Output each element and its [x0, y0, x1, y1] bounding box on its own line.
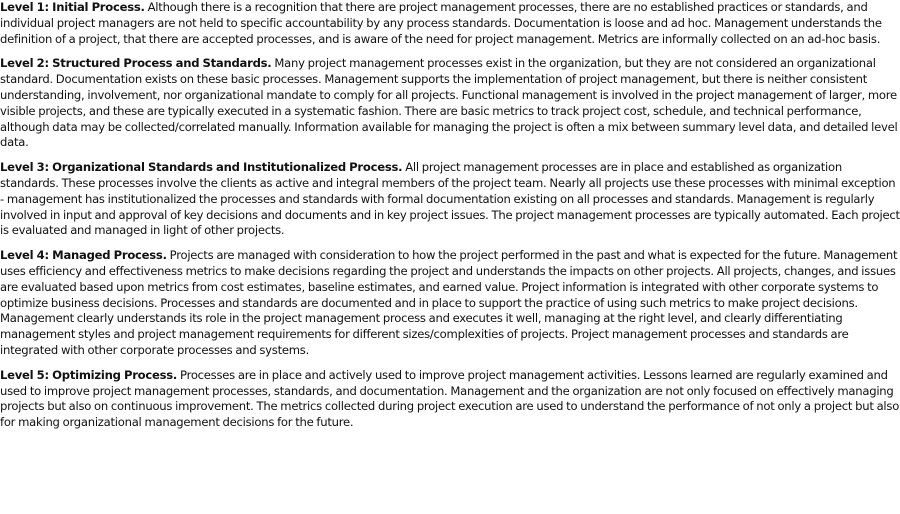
level-1-paragraph — [0, 0, 900, 47]
level-5-heading: Level 5: Optimizing Process. — [0, 367, 178, 382]
level-3-heading: Level 3: Organizational Standards and Institutionalized Process. — [0, 160, 403, 175]
level-2-paragraph — [0, 56, 900, 151]
level-5-body: Processes are in place and actively used to improve project management activities. Lessons learned are regularly examined and used to improve project management processes, standards, and documentation. Management and the organization are not only focused on effectively managing projects but also on continuous improvement. The metrics collected during project execution are used to understand the performance of not only a project but also for making organizational management decisions for the future. — [0, 367, 900, 430]
level-4-body: Projects are managed with consideration to how the project performed in the past and what is expected for the future. Management uses efficiency and effectiveness metrics to make decisions regarding the project and understands the impacts on other projects. All projects, changes, and issues are evaluated based upon metrics from cost estimates, baseline estimates, and earned value. Project information is integrated with other corporate systems to optimize business decisions. Processes and standards are documented and in place to support the practice of using such metrics to make project decisions. Management clearly understands its role in the project management process and executes it well, managing at the right level, and clearly differentiating management styles and project management requirements for different sizes/complexities of projects. Project management processes and standards are integrated with other corporate processes and systems. — [0, 248, 898, 357]
level-4-paragraph — [0, 248, 900, 359]
level-4-heading: Level 4: Managed Process. — [0, 248, 167, 263]
level-2-body: Many project management processes exist in the organization, but they are not considered an organizational standard. Documentation exists on these basic processes. Management supports the implementation of project management, but there is neither consistent understanding, involvement, nor organizational mandate to comply for all projects. Functional management is involved in the project management of larger, more visible projects, and these are typically executed in a systematic fashion. There are basic metrics to track project cost, schedule, and technical performance, although data may be collected/correlated manually. Information available for managing the project is often a mix between summary level data, and detailed level data. — [0, 56, 898, 150]
level-3-body: All project management processes are in place and established as organization standards. These processes involve the clients as active and integral members of the project team. Nearly all projects use these processes with minimal exception - management has institutionalized the processes and standards with formal documentation existing on all processes and standards. Management is regularly involved in input and approval of key decisions and documents and in key project issues. The project management processes are typically automated. Each project is evaluated and managed in light of other projects. — [0, 160, 900, 238]
level-1-body: Although there is a recognition that there are project management processes, there are no established practices or standards, and individual project managers are not held to specific accountability by any process standards. Documentation is loose and ad hoc. Management understands the definition of a project, that there are accepted processes, and is aware of the need for project management. Metrics are informally collected on an ad-hoc basis. — [0, 0, 882, 46]
level-3-paragraph — [0, 160, 900, 239]
level-2-heading: Level 2: Structured Process and Standards. — [0, 56, 272, 71]
level-1-heading: Level 1: Initial Process. — [0, 0, 145, 14]
level-5-paragraph — [0, 368, 900, 431]
